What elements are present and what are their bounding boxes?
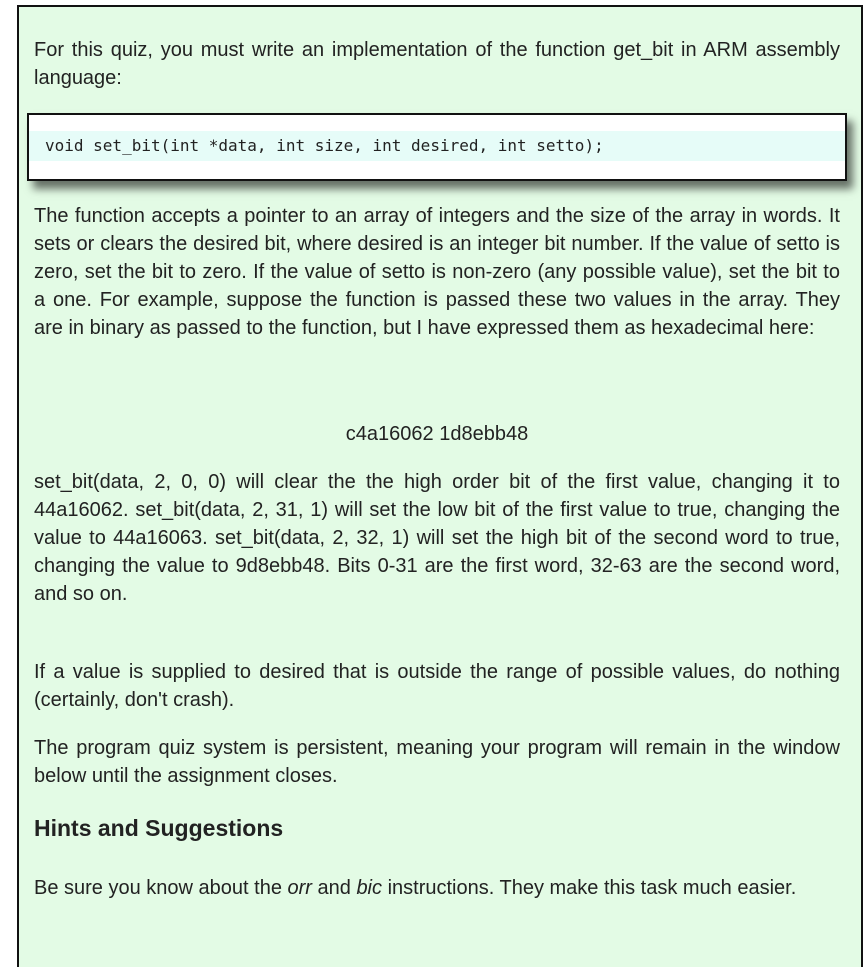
function-signature: void set_bit(int *data, int size, int desired, int setto); bbox=[29, 131, 845, 161]
range-note: If a value is supplied to desired that is outside the range of possible values, do nothing (certainly, don't crash). bbox=[34, 661, 840, 711]
intro-paragraph: For this quiz, you must write an implementation of the function get_bit in ARM assembly language: bbox=[34, 39, 840, 89]
code-block bbox=[27, 113, 847, 181]
quiz-panel bbox=[17, 5, 863, 967]
hints-heading: Hints and Suggestions bbox=[34, 815, 284, 841]
description-paragraph: The function accepts a pointer to an array of integers and the size of the array in words. It sets or clears the desired bit, where desired is an integer bit number. If the value of setto is zero, set the bit to zero. If the value of setto is non-zero (any possible value), set the bit to a one. For example, suppose the function is passed these two values in the array. They are in binary as passed to the function, but I have expressed them as hexadecimal here: bbox=[34, 205, 840, 339]
bic-instruction: bic bbox=[356, 877, 383, 899]
hint-text: Be sure you know about the bbox=[34, 877, 288, 899]
hint-paragraph bbox=[34, 874, 840, 902]
examples-paragraph: set_bit(data, 2, 0, 0) will clear the the high order bit of the first value, changing it to 44a16062. set_bit(data, 2, 31, 1) will set the low bit of the first value to true, changing the value to 44a16063. set_bit(data, 2, 32, 1) will set the high bit of the second word to true, changing the value to 9d8ebb48. Bits 0-31 are the first word, 32-63 are the second word, and so on. bbox=[34, 471, 840, 605]
orr-instruction: orr bbox=[287, 877, 312, 899]
persistence-note: The program quiz system is persistent, meaning your program will remain in the window below until the assignment closes. bbox=[34, 737, 840, 787]
hint-text: instructions. They make this task much easier. bbox=[382, 877, 797, 899]
hex-values: c4a16062 1d8ebb48 bbox=[345, 423, 529, 445]
hint-text: and bbox=[311, 877, 357, 899]
